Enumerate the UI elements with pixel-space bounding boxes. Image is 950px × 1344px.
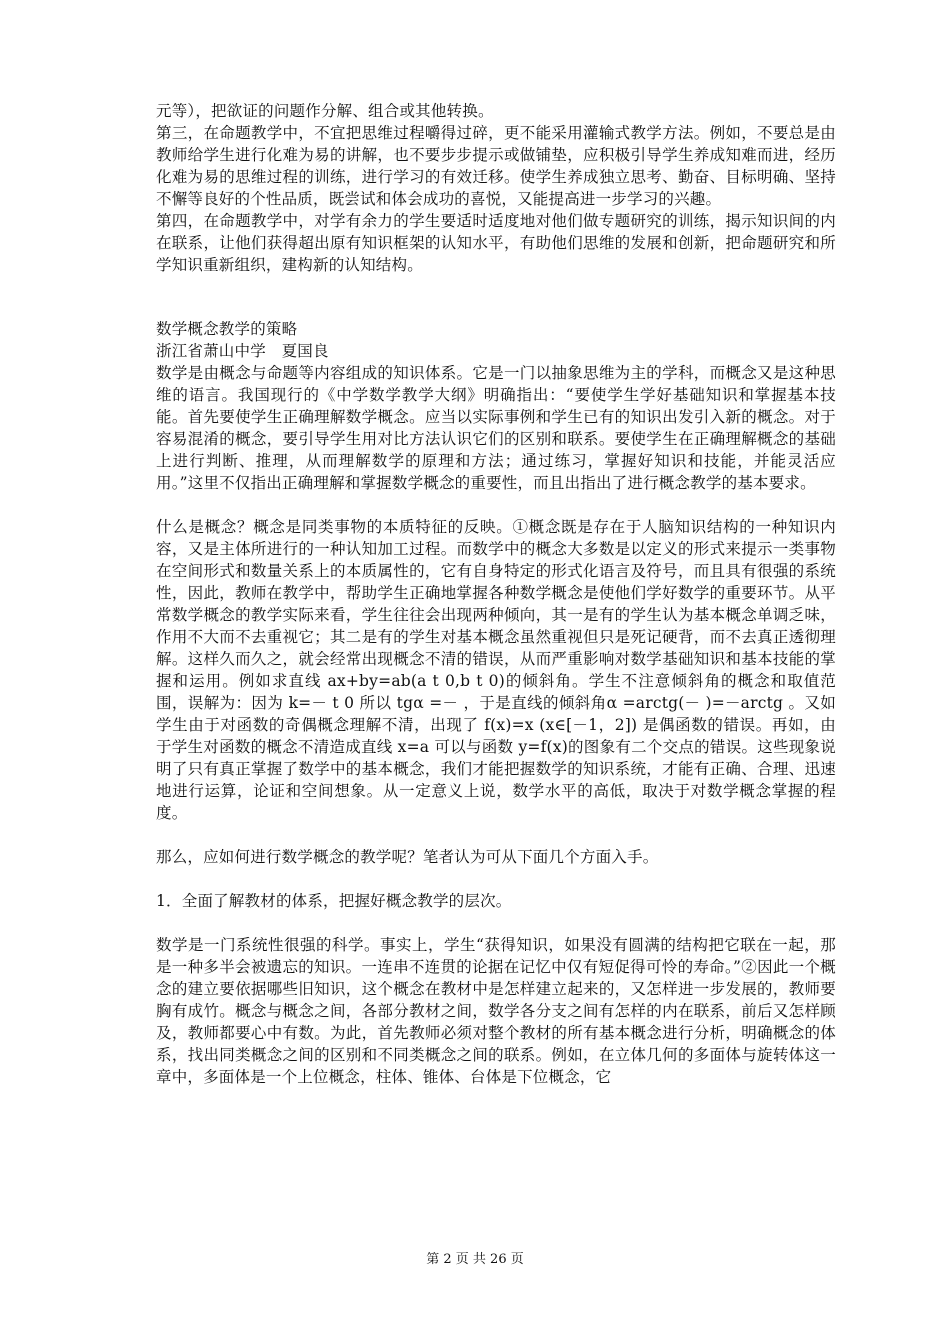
paragraph-intro: 数学是由概念与命题等内容组成的知识体系。它是一门以抽象思维为主的学科，而概念又是这种思维的语言。我国现行的《中学数学教学大纲》明确指出：“要使学生学好基础知识和掌握基本技能。首先要使学生正确理解数学概念。应当以实际事例和学生已有的知识出发引入新的概念。对于容易混淆的概念，要引导学生用对比方法认识它们的区别和联系。要使学生在正确理解概念的基础上进行判断、推理，从而理解数学的原理和方法；通过练习，掌握好知识和技能，并能灵活应用。”这里不仅指出正确理解和掌握数学概念的重要性，而且出指出了进行概念教学的基本要求。 — [156, 364, 836, 492]
paragraph-point-four: 第四，在命题教学中，对学有余力的学生要适时适度地对他们做专题研究的训练，揭示知识间的内在联系，让他们获得超出原有知识框架的认知水平，有助他们思维的发展和创新，把命题研究和所学知识重新组织，建构新的认知结构。 — [156, 212, 836, 274]
paragraph-spacer — [156, 298, 836, 318]
paragraph-spacer — [156, 276, 836, 298]
document-body — [156, 100, 836, 1088]
article-author: 浙江省萧山中学 夏国良 — [156, 342, 329, 360]
page-footer: 第 2 页 共 26 页 — [426, 1252, 524, 1267]
article-title: 数学概念教学的策略 — [156, 320, 298, 338]
paragraph-spacer — [156, 494, 836, 516]
section-heading-1: 1．全面了解教材的体系，把握好概念教学的层次。 — [156, 892, 512, 910]
paragraph-spacer — [156, 824, 836, 846]
paragraph-system: 数学是一门系统性很强的科学。事实上，学生“获得知识，如果没有圆满的结构把它联在一起，那是一种多半会被遗忘的知识。一连串不连贯的论据在记忆中仅有短促得可怜的寿命。”②因此一个概念的建立要依据哪些旧知识，这个概念在教材中是怎样建立起来的，又怎样进一步发展的，教师要胸有成竹。概念与概念之间，各部分教材之间，数学各分支之间有怎样的内在联系，前后又怎样顾及，教师都要心中有数。为此，首先教师必须对整个教材的所有基本概念进行分析，明确概念的体系，找出同类概念之间的区别和不同类概念之间的联系。例如，在立体几何的多面体与旋转体这一章中，多面体是一个上位概念，柱体、锥体、台体是下位概念，它 — [156, 936, 836, 1086]
paragraph-spacer — [156, 868, 836, 890]
paragraph-spacer — [156, 912, 836, 934]
paragraph-how-to-teach: 那么，应如何进行数学概念的教学呢？笔者认为可从下面几个方面入手。 — [156, 848, 659, 866]
paragraph-point-three: 第三，在命题教学中，不宜把思维过程嚼得过碎，更不能采用灌输式教学方法。例如，不要总是由教师给学生进行化难为易的讲解，也不要步步提示或做铺垫，应积极引导学生养成知难而进，经历化难为易的思维过程的训练，进行学习的有效迁移。使学生养成独立思考、勤奋、目标明确、坚持不懈等良好的个性品质，既尝试和体会成功的喜悦，又能提高进一步学习的兴趣。 — [156, 124, 836, 208]
paragraph-continuation: 元等），把欲证的问题作分解、组合或其他转换。 — [156, 102, 494, 120]
paragraph-what-is-concept: 什么是概念？概念是同类事物的本质特征的反映。①概念既是存在于人脑知识结构的一种知识内容，又是主体所进行的一种认知加工过程。而数学中的概念大多数是以定义的形式来提示一类事物在空间形式和数量关系上的本质属性的，它有自身特定的形式化语言及符号，而且具有很强的系统性，因此，教师在教学中，帮助学生正确地掌握各种数学概念是使他们学好数学的重要环节。从平常数学概念的教学实际来看，学生往往会出现两种倾向，其一是有的学生认为基本概念单调乏味，作用不大而不去重视它；其二是有的学生对基本概念虽然重视但只是死记硬背，而不去真正透彻理解。这样久而久之，就会经常出现概念不清的错误，从而严重影响对数学基础知识和基本技能的掌握和运用。例如求直线 ax+by=ab(a t 0,b t 0)的倾斜角。学生不注意倾斜角的概念和取值范围，误解为：因为 k=－ t 0 所以 tgα =－ ，于是直线的倾斜角α =arctg(－ )=－arctg 。又如学生由于对函数的奇偶概念理解不清，出现了 f(x)=x (x∈[－1，2]) 是偶函数的错误。再如，由于学生对函数的概念不清造成直线 x=a 可以与函数 y=f(x)的图象有二个交点的错误。这些现象说明了只有真正掌握了数学中的基本概念，我们才能把握数学的知识系统，才能有正确、合理、迅速地进行运算，论证和空间想象。从一定意义上说，数学水平的高低，取决于对数学概念掌握的程度。 — [156, 518, 836, 822]
